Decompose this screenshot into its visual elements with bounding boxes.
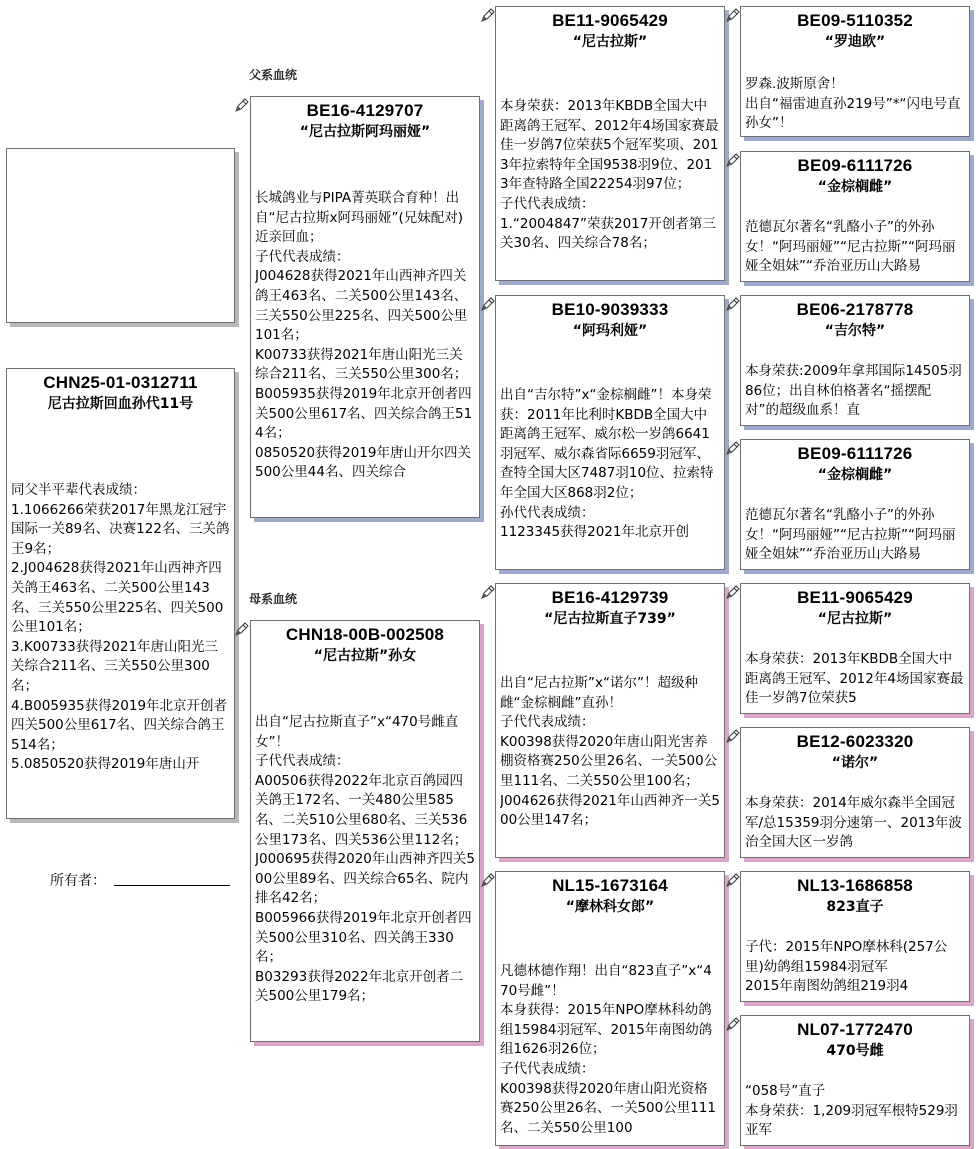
dam-dam-card[interactable] xyxy=(495,871,725,1146)
sds-card[interactable] xyxy=(740,295,970,426)
subject-ring-number: CHN25-01-0312711 xyxy=(43,373,198,392)
dam-ring-number: CHN18-00B-002508 xyxy=(285,625,445,644)
sd-ring-number: BE10-9039333 xyxy=(551,300,669,319)
dss-ring-number: BE11-9065429 xyxy=(797,588,913,607)
ds-name: “尼古拉斯直子739” xyxy=(544,611,676,627)
owner-field[interactable] xyxy=(114,868,230,886)
sire-card[interactable] xyxy=(250,96,480,518)
dsd-ring-number: BE12-6023320 xyxy=(796,732,914,751)
sss-name: “罗迪欧” xyxy=(824,34,886,50)
edit-dsd-pencil-icon[interactable] xyxy=(725,729,740,744)
dd-ring-number: NL15-1673164 xyxy=(552,876,668,895)
dd-name: “摩林科女郎” xyxy=(565,899,655,915)
dds-card[interactable] xyxy=(740,871,970,1002)
dss-card[interactable] xyxy=(740,583,970,714)
dss-name: “尼古拉斯” xyxy=(817,611,893,627)
sire-name: “尼古拉斯阿玛丽娅” xyxy=(299,124,431,140)
ds-ring-number: BE16-4129739 xyxy=(551,588,669,607)
sdd-description: 范德瓦尔著名“乳酪小子”的外孙女！“阿玛丽娅”“尼古拉斯”“阿玛丽娅全姐妹”“乔治亚历山大路易 xyxy=(745,507,956,563)
subject-card[interactable] xyxy=(6,368,235,819)
ddd-card[interactable] xyxy=(740,1015,970,1146)
sdd-name: “金棕榈雌” xyxy=(817,467,893,483)
dds-description: 子代：2015年NPO摩林科(257公里)幼鸽组15984羽冠军 2015年南图幼鸽组219羽4 xyxy=(745,939,948,995)
sds-ring-number: BE06-2178778 xyxy=(796,300,914,319)
dsd-description: 本身荣获：2014年威尔森半全国冠军/总15359羽分速第一、2013年波治全国大区一岁鸽 xyxy=(745,795,962,851)
edit-ddd-pencil-icon[interactable] xyxy=(725,1017,740,1032)
edit-dam-pencil-icon[interactable] xyxy=(234,622,249,637)
dsd-card[interactable] xyxy=(740,727,970,858)
sds-name: “吉尔特” xyxy=(824,323,886,339)
edit-ss-pencil-icon[interactable] xyxy=(480,8,495,23)
subject-name: 尼古拉斯回血孙代11号 xyxy=(47,396,194,412)
ss-description: 本身荣获：2013年KBDB全国大中距离鸽王冠军、2012年4场国家赛最佳一岁鸽7位荣获5个冠军奖项、2013年拉索特年全国9538羽9位、2013年查特路全国22254羽97位； 子代代表成绩： 1.“2004847”荣获2017开创者第三关30名、四关综合78名； xyxy=(500,98,719,252)
edit-sdd-pencil-icon[interactable] xyxy=(725,441,740,456)
dam-card[interactable] xyxy=(250,620,480,1042)
dam-sire-card[interactable] xyxy=(495,583,725,858)
dsd-name: “诺尔” xyxy=(831,755,879,771)
sd-name: “阿玛利娅” xyxy=(572,323,648,339)
sire-sire-card[interactable] xyxy=(495,6,725,281)
dss-description: 本身荣获：2013年KBDB全国大中距离鸽王冠军、2012年4场国家赛最佳一岁鸽7位荣获5 xyxy=(745,651,964,707)
ddd-name: 470号雌 xyxy=(826,1043,884,1059)
ds-description: 出自“尼古拉斯”x“诺尔”！超级种雌“金棕榈雌”直孙！ 子代代表成绩： K00398获得2020年唐山阳光害养棚资格赛250公里26名、一关500公里111名、二关550公里100名； J004626获得2021年山西神齐一关500公里147名； xyxy=(500,675,720,829)
edit-sd-pencil-icon[interactable] xyxy=(480,297,495,312)
edit-ssd-pencil-icon[interactable] xyxy=(725,153,740,168)
dam-description: 出自“尼古拉斯直子”x“470号雌直女”！ 子代代表成绩： A00506获得2022年北京百鸽园四关鸽王172名、一关480公里585名、二关510公里680名、三关536公里173名、四关536公里112名； J000695获得2020年山西神齐四关500公里89名、四关综合65名、院内排名42名； B005966获得2019年北京开创者四关500公里310名、四关鸽王330名； B03293获得2022年北京开创者二关500公里179名； xyxy=(255,714,475,1005)
edit-ds-pencil-icon[interactable] xyxy=(480,585,495,600)
ss-ring-number: BE11-9065429 xyxy=(552,11,668,30)
ddd-description: “058号”直子 本身荣获：1,209羽冠军根特529羽亚军 xyxy=(745,1083,958,1139)
sire-dam-card[interactable] xyxy=(495,295,725,570)
sdd-ring-number: BE09-6111726 xyxy=(797,444,913,463)
ssd-name: “金棕榈雌” xyxy=(817,179,893,195)
father-line-label: 父系血统 xyxy=(249,68,298,82)
edit-dss-pencil-icon[interactable] xyxy=(725,585,740,600)
edit-sds-pencil-icon[interactable] xyxy=(725,297,740,312)
sss-card[interactable] xyxy=(740,6,970,137)
photo-frame[interactable] xyxy=(6,148,235,323)
sire-description: 长城鸽业与PIPA菁英联合育种！出自“尼古拉斯x阿玛丽娅”(兄妹配对)近亲回血； 子代代表成绩： J004628获得2021年山西神齐四关鸽王463名、二关500公里143名、三关550公里225名、四关500公里101名； K00733获得2021年唐山阳光三关综合211名、三关550公里300名； B005935获得2019年北京开创者四关500公里617名、四关综合鸽王514名； 0850520获得2019年唐山开尔四关500公里44名、四关综合 xyxy=(255,190,473,481)
subject-description: 同父半平辈代表成绩： 1.1066266荣获2017年黑龙江冠宇国际一关89名、决赛122名、三关鸽王9名； 2.J004628获得2021年山西神齐四关鸽王463名、二关500公里143名、三关550公里225名、四关500公里101名； 3.K00733获得2021年唐山阳光三关综合211名、三关550公里300名； 4.B005935获得2019年北京开创者四关500公里617名、四关综合鸽王514名； 5.0850520获得2019年唐山开 xyxy=(11,482,230,773)
sss-ring-number: BE09-5110352 xyxy=(797,11,913,30)
dam-name: “尼古拉斯”孙女 xyxy=(313,648,417,664)
edit-dd-pencil-icon[interactable] xyxy=(480,873,495,888)
mother-line-label: 母系血统 xyxy=(249,592,298,606)
ss-name: “尼古拉斯” xyxy=(572,34,648,50)
sd-description: 出自“吉尔特”x“金棕榈雌”！本身荣获：2011年比利时KBDB全国大中距离鸽王冠军、威尔松一岁鸽6641羽冠军、威尔森省际6659羽冠军、查特全国大区7487羽10位、拉索特年全国大区868羽2位； 孙代代表成绩： 1123345获得2021年北京开创 xyxy=(500,387,714,541)
ssd-ring-number: BE09-6111726 xyxy=(797,156,913,175)
ssd-description: 范德瓦尔著名“乳酪小子”的外孙女！“阿玛丽娅”“尼古拉斯”“阿玛丽娅全姐妹”“乔治亚历山大路易 xyxy=(745,219,956,275)
sire-ring-number: BE16-4129707 xyxy=(306,101,424,120)
edit-dds-pencil-icon[interactable] xyxy=(725,873,740,888)
sss-description: 罗森.波斯原舍！ 出自“福雷迪直孙219号”*“闪电号直孙女”！ xyxy=(745,76,961,132)
edit-sire-pencil-icon[interactable] xyxy=(234,98,249,113)
ssd-card[interactable] xyxy=(740,151,970,282)
ddd-ring-number: NL07-1772470 xyxy=(797,1020,913,1039)
dd-description: 凡德林德作翔！出自“823直子”x“470号雌”！ 本身获得：2015年NPO摩林科幼鸽组15984羽冠军、2015年南图幼鸽组1626羽26位； 子代代表成绩： K00398获得2020年唐山阳光资格赛250公里26名、一关500公里111名、二关550公里100 xyxy=(500,963,716,1136)
dds-ring-number: NL13-1686858 xyxy=(797,876,913,895)
dds-name: 823直子 xyxy=(826,899,884,915)
sdd-card[interactable] xyxy=(740,439,970,570)
edit-sss-pencil-icon[interactable] xyxy=(725,8,740,23)
sds-description: 本身荣获:2009年拿邦国际14505羽86位；出自林伯格著名“摇摆配对”的超级血系！直 xyxy=(745,363,962,419)
owner-label: 所有者： xyxy=(50,873,106,889)
